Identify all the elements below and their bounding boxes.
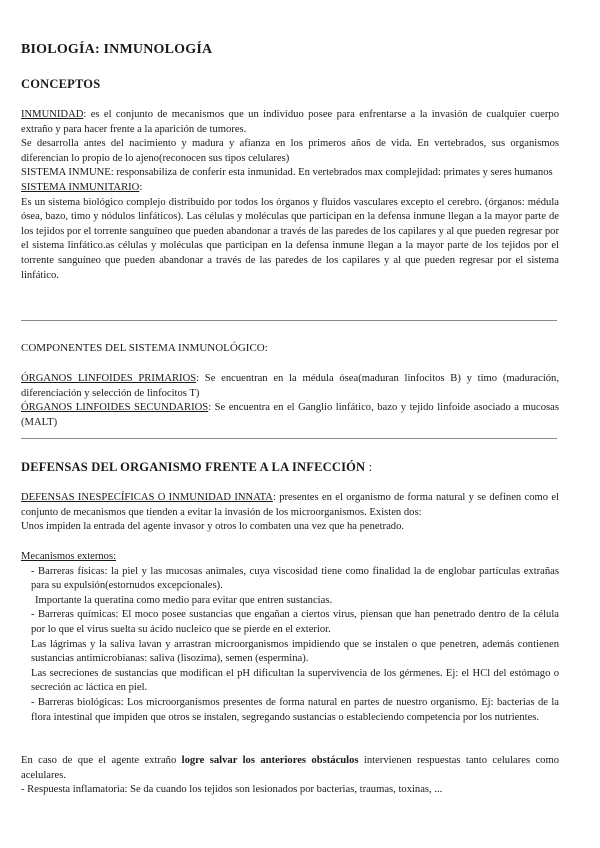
secundarios-paragraph — [21, 401, 559, 430]
primarios-text: : Se encuentran en la médula ósea(maduran linfocitos B) y timo (maduración, diferenciación y selección de linfocitos T) — [21, 373, 560, 399]
caso-block — [21, 754, 559, 798]
componentes-heading: COMPONENTES DEL SISTEMA INMUNOLÓGICO: — [21, 342, 268, 354]
sistema-inmunitario-term: SISTEMA INMUNITARIO — [21, 181, 140, 193]
lagrimas-item: Las lágrimas y la saliva lavan y arrastran microorganismos impidiendo que se instalen o que penetren, además contienen sustancias antimicrobianas: saliva (lisozima), semen (espermina). — [31, 638, 559, 665]
divider — [21, 320, 557, 321]
defensas-heading-text: DEFENSAS DEL ORGANISMO FRENTE A LA INFECCIÓN — [21, 460, 366, 474]
defensas-body — [21, 491, 559, 535]
caso-post: intervienen respuestas tanto celulares como acelulares. — [21, 755, 559, 781]
queratina-line: Importante la queratina como medio para evitar que entren sustancias. — [35, 594, 333, 606]
barreras-biologicas-item: - Barreras biológicas: Los microorganismos presentes de forma natural en partes de nuestro organismo. Ej: bacterias de la flora intestinal que impiden que otros se instalen, segregando sustancias o estableciendo competencia por los nutrientes. — [31, 696, 559, 723]
sistema-inmunitario-paragraph: Es un sistema biológico complejo distribuido por todos los órganos y fluidos vasculares excepto el cerebro. (órganos: médula ósea, bazo, timo y nódulos linfáticos). Las células y moléculas que participan en la defensa inmune llegan a la mayor parte de los tejidos por el torrente sanguíneo que pueden abandonar a través de las paredes de los capilares y al que pueden regresar por el sistema linfático.as células y moléculas que participan en la defensa inmune llegan a la mayor parte de los tejidos por el torrente sanguíneo que pueden abandonar a través de las paredes de los capilares y al que pueden regresar por el sistema linfático. — [21, 196, 559, 281]
inespecificas-text: : presentes en el organismo de forma natural y se definen como el conjunto de mecanismos que tienden a evitar la invasión de los microorganismos. Existen dos: — [21, 492, 560, 518]
caso-bold: logre salvar los anteriores obstáculos — [181, 755, 359, 766]
caso-pre: En caso de que el agente extraño — [21, 755, 182, 766]
conceptos-heading: CONCEPTOS — [21, 77, 101, 91]
mecanismos-block — [21, 550, 559, 725]
divider — [21, 438, 557, 439]
sistema-inmunitario-label — [21, 181, 559, 196]
secreciones-item: Las secreciones de sustancias que modifican el pH dificultan la supervivencia de los gérmenes. Ej: el HCl del estómago o secreción ac láctica en piel. — [31, 667, 559, 694]
sistema-inmune-paragraph: SISTEMA INMUNE: responsabiliza de conferir esta inmunidad. En vertebrados max complejidad: primates y seres humanos — [21, 167, 553, 179]
sistema-inmunitario-colon: : — [139, 181, 143, 193]
page-title: BIOLOGÍA: INMUNOLOGÍA — [21, 42, 213, 57]
caso-paragraph — [21, 754, 559, 783]
primarios-paragraph — [21, 372, 559, 401]
secundarios-text: : Se encuentra en el Ganglio linfático, bazo y tejido linfoide asociado a mucosas (MALT) — [21, 402, 559, 428]
defensas-heading-suffix: : — [368, 460, 373, 474]
inespecificas-paragraph — [21, 491, 559, 520]
conceptos-body — [21, 108, 559, 283]
inmunidad-text: : es el conjunto de mecanismos que un individuo posee para enfrentarse a la invasión de cualquier cuerpo extraño y para hacer frente a la aparición de tumores. — [21, 109, 559, 135]
secundarios-term: ÓRGANOS LINFOIDES SECUNDARIOS — [21, 402, 209, 414]
respuesta-inflamatoria-item: - Respuesta inflamatoria: Se da cuando los tejidos son lesionados por bacterias, traumas, toxinas, ... — [21, 784, 443, 796]
dos-paragraph: Unos impiden la entrada del agente invasor y otros lo combaten una vez que ha penetrado. — [21, 521, 405, 533]
defensas-heading — [21, 460, 372, 475]
inespecificas-term: DEFENSAS INESPECÍFICAS O INMUNIDAD INNATA — [21, 492, 273, 503]
inmunidad-term: INMUNIDAD — [21, 109, 84, 120]
componentes-body — [21, 372, 559, 430]
desarrollo-paragraph: Se desarrolla antes del nacimiento y madura y afianza en los primeros años de vida. En vertebrados, sus organismos diferencian lo propio de lo ajeno(reconocen sus tipos celulares) — [21, 138, 559, 164]
barreras-quimicas-item: - Barreras químicas: El moco posee sustancias que engañan a ciertos virus, piensan que han penetrado dentro de la célula por lo que el virus suelta su ácido nucleico que se pierde en el exterior. — [31, 609, 559, 635]
mecanismos-heading: Mecanismos externos: — [21, 551, 117, 562]
barreras-fisicas-item: - Barreras físicas: la piel y las mucosas animales, cuya viscosidad tiene como finalidad la de englobar partículas extrañas para su expulsión(estornudos excepcionales). — [31, 565, 559, 592]
inmunidad-paragraph — [21, 108, 559, 137]
primarios-term: ÓRGANOS LINFOIDES PRIMARIOS — [21, 373, 197, 384]
